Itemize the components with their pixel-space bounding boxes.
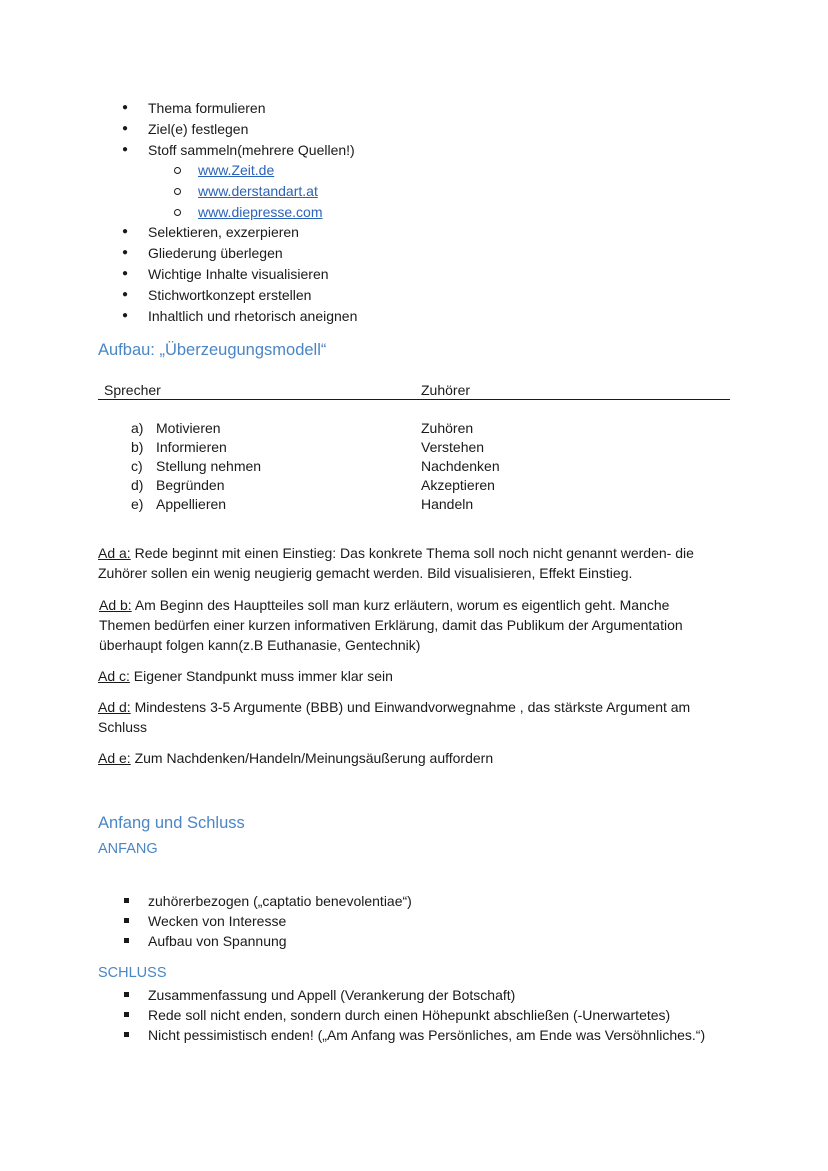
listener-step: Zuhören (421, 420, 474, 436)
square-bullet-icon (124, 1012, 129, 1017)
note-e (98, 748, 708, 768)
source-link-derstandart[interactable]: www.derstandart.at (198, 183, 318, 199)
bullet-icon: ● (122, 226, 129, 237)
speaker-step: Informieren (156, 439, 227, 455)
circle-bullet-icon (174, 167, 181, 174)
speaker-step: Appellieren (156, 496, 227, 512)
listener-step: Handeln (421, 496, 474, 512)
circle-bullet-icon (174, 209, 181, 216)
bullet-icon: ● (122, 144, 129, 155)
note-text: Zum Nachdenken/Handeln/Meinungsäußerung auffordern (130, 750, 494, 766)
schluss-label: SCHLUSS (98, 965, 167, 981)
list-item: Stichwortkonzept erstellen (148, 287, 312, 303)
speaker-step: Stellung nehmen (156, 458, 262, 474)
note-d (98, 697, 708, 737)
source-link-zeit[interactable]: www.Zeit.de (198, 162, 275, 178)
bullet-icon: ● (122, 123, 129, 134)
list-item: Nicht pessimistisch enden! („Am Anfang was Persönliches, am Ende was Versöhnliches.“) (148, 1027, 706, 1043)
note-text: Mindestens 3-5 Argumente (BBB) und Einwandvorwegnahme , das stärkste Argument am (130, 699, 691, 715)
note-text: Am Beginn des Hauptteiles soll man kurz erläutern, worum es eigentlich geht. Manche (131, 597, 670, 613)
list-item: Stoff sammeln(mehrere Quellen!) (148, 142, 355, 158)
note-a (98, 543, 708, 583)
list-item: Rede soll nicht enden, sondern durch einen Höhepunkt abschließen (-Unerwartetes) (148, 1007, 671, 1023)
note-text: Zuhörer sollen ein wenig neugierig gemacht werden. Bild visualisieren, Effekt Einstieg. (98, 565, 633, 581)
circle-bullet-icon (174, 188, 181, 195)
anfang-label: ANFANG (98, 841, 158, 857)
square-bullet-icon (124, 938, 129, 943)
note-text: überhaupt folgen kann(z.B Euthanasie, Gentechnik) (99, 637, 421, 653)
note-text: Rede beginnt mit einen Einstieg: Das konkrete Thema soll noch nicht genannt werden- die (130, 545, 694, 561)
aufbau-heading: Aufbau: „Überzeugungsmodell“ (98, 341, 327, 359)
list-item: Wichtige Inhalte visualisieren (148, 266, 329, 282)
list-item: Aufbau von Spannung (148, 933, 287, 949)
square-bullet-icon (124, 898, 129, 903)
note-label: Ad d: (98, 699, 131, 715)
note-text: Schluss (98, 719, 148, 735)
bullet-icon: ● (122, 310, 129, 321)
square-bullet-icon (124, 1032, 129, 1037)
list-item: zuhörerbezogen („captatio benevolentiae“) (148, 893, 412, 909)
note-label: Ad a: (98, 545, 131, 561)
list-item: Selektieren, exzerpieren (148, 224, 299, 240)
note-label: Ad c: (98, 668, 130, 684)
bullet-icon: ● (122, 268, 129, 279)
square-bullet-icon (124, 992, 129, 997)
note-text: Themen bedürfen einer kurzen informativen Erklärung, damit das Publikum der Argumentation (99, 617, 683, 633)
source-link-diepresse[interactable]: www.diepresse.com (198, 204, 323, 220)
row-letter: e) (131, 496, 144, 512)
row-letter: a) (131, 420, 144, 436)
anfang-schluss-heading: Anfang und Schluss (98, 814, 245, 832)
table-divider (98, 399, 730, 400)
row-letter: c) (131, 458, 143, 474)
bullet-icon: ● (122, 247, 129, 258)
list-item: Ziel(e) festlegen (148, 121, 249, 137)
list-item: Gliederung überlegen (148, 245, 283, 261)
speaker-step: Motivieren (156, 420, 221, 436)
note-label: Ad e: (98, 750, 131, 766)
note-b (99, 595, 709, 655)
column-header-speaker: Sprecher (104, 382, 161, 398)
list-item: Zusammenfassung und Appell (Verankerung der Botschaft) (148, 987, 516, 1003)
speaker-step: Begründen (156, 477, 225, 493)
list-item: Thema formulieren (148, 100, 266, 116)
listener-step: Akzeptieren (421, 477, 495, 493)
list-item: Inhaltlich und rhetorisch aneignen (148, 308, 358, 324)
row-letter: b) (131, 439, 144, 455)
square-bullet-icon (124, 918, 129, 923)
listener-step: Nachdenken (421, 458, 500, 474)
bullet-icon: ● (122, 289, 129, 300)
bullet-icon: ● (122, 102, 129, 113)
note-text: Eigener Standpunkt muss immer klar sein (129, 668, 393, 684)
row-letter: d) (131, 477, 144, 493)
column-header-listener: Zuhörer (421, 382, 471, 398)
note-label: Ad b: (99, 597, 132, 613)
listener-step: Verstehen (421, 439, 485, 455)
note-c (98, 666, 708, 686)
list-item: Wecken von Interesse (148, 913, 287, 929)
